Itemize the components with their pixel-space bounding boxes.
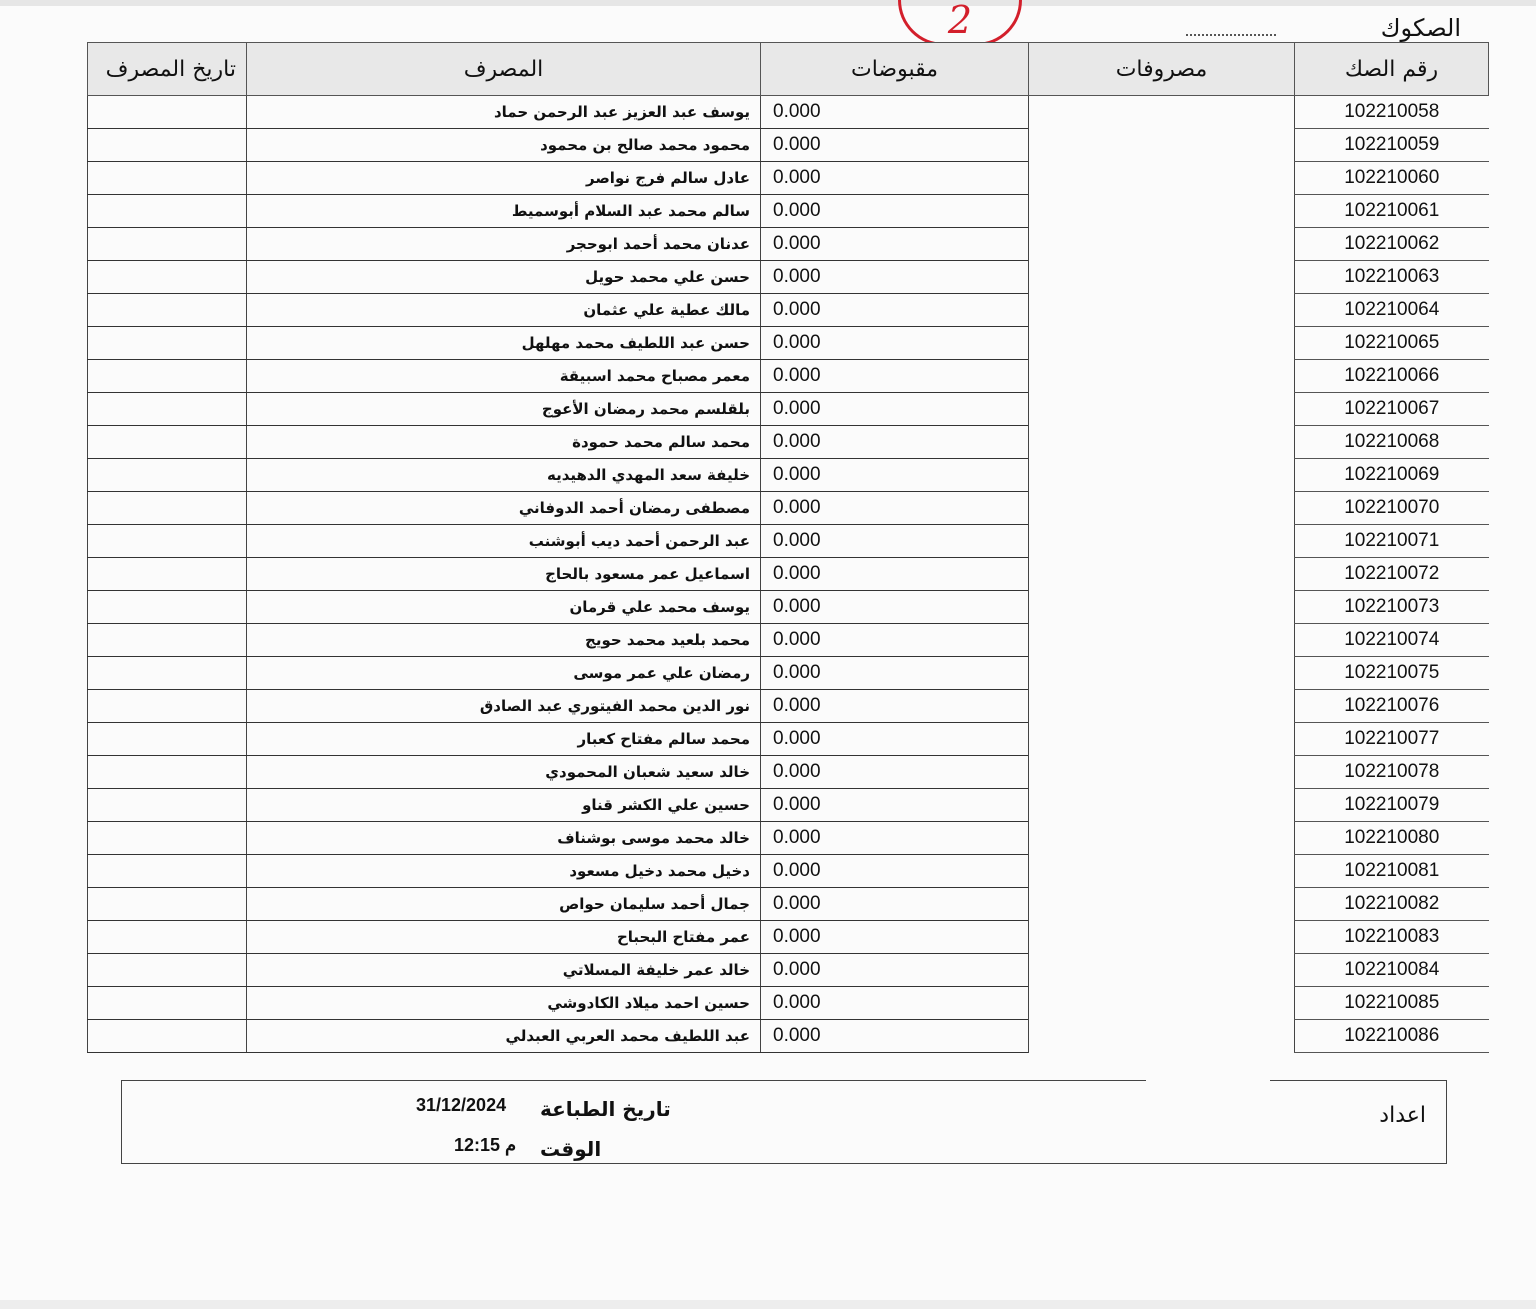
table-row [88,525,1489,558]
cheque-number-cell: 102210073 [1295,591,1489,624]
receipts-amount-cell: 0.000 [761,624,1029,657]
receipts-amount-cell: 0.000 [761,294,1029,327]
bank-name-cell: حسين احمد ميلاد الكادوشي [247,987,761,1020]
receipts-amount-cell: 0.000 [761,360,1029,393]
bank-name-cell: بلقلسم محمد رمضان الأعوج [247,393,761,426]
cheque-number-cell: 102210065 [1295,327,1489,360]
receipts-amount-cell: 0.000 [761,261,1029,294]
cheques-table [87,42,1489,1053]
bank-name-cell: خالد عمر خليفة المسلاتي [247,954,761,987]
expenses-cell [1029,558,1295,591]
bank-date-cell [88,492,247,525]
expenses-cell [1029,294,1295,327]
table-row [88,954,1489,987]
table-row [88,888,1489,921]
cheque-number-cell: 102210071 [1295,525,1489,558]
table-row [88,327,1489,360]
expenses-cell [1029,426,1295,459]
cheque-number-cell: 102210070 [1295,492,1489,525]
sheet-title: الصكوك [1375,14,1461,46]
receipts-amount-cell: 0.000 [761,525,1029,558]
expenses-cell [1029,261,1295,294]
time-label: الوقت [540,1137,602,1161]
cheque-number-cell: 102210085 [1295,987,1489,1020]
receipts-amount-cell: 0.000 [761,96,1029,129]
receipts-amount-cell: 0.000 [761,1020,1029,1053]
bank-name-cell: محمود محمد صالح بن محمود [247,129,761,162]
receipts-amount-cell: 0.000 [761,327,1029,360]
table-row [88,294,1489,327]
receipts-amount-cell: 0.000 [761,921,1029,954]
table-row [88,987,1489,1020]
cheque-number-cell: 102210061 [1295,195,1489,228]
receipts-amount-cell: 0.000 [761,492,1029,525]
cheque-number-cell: 102210062 [1295,228,1489,261]
bank-date-cell [88,360,247,393]
cheque-number-cell: 102210083 [1295,921,1489,954]
expenses-cell [1029,822,1295,855]
bank-date-cell [88,294,247,327]
print-date-value: 31/12/2024 [416,1095,507,1115]
scan-top-edge [0,0,1536,6]
handwritten-page-number: 2 [898,0,1022,46]
bank-name-cell: نور الدين محمد الفيتوري عبد الصادق [247,690,761,723]
table-row [88,657,1489,690]
bank-date-cell [88,723,247,756]
cheque-number-cell: 102210077 [1295,723,1489,756]
bank-name-cell: معمر مصباح محمد اسبيقة [247,360,761,393]
expenses-cell [1029,492,1295,525]
receipts-amount-cell: 0.000 [761,129,1029,162]
header-cheque-no: رقم الصك [1295,43,1489,96]
bank-date-cell [88,96,247,129]
bank-date-cell [88,129,247,162]
receipts-amount-cell: 0.000 [761,558,1029,591]
receipts-amount-cell: 0.000 [761,393,1029,426]
table-row [88,459,1489,492]
receipts-amount-cell: 0.000 [761,228,1029,261]
receipts-amount-cell: 0.000 [761,987,1029,1020]
expenses-cell [1029,96,1295,129]
bank-date-cell [88,195,247,228]
scan-bottom-edge [0,1300,1536,1309]
cheque-number-cell: 102210080 [1295,822,1489,855]
bank-name-cell: مالك عطية علي عثمان [247,294,761,327]
expenses-cell [1029,756,1295,789]
time-value: م 12:15 [454,1135,517,1155]
cheque-number-cell: 102210067 [1295,393,1489,426]
table-row [88,261,1489,294]
cheque-number-cell: 102210075 [1295,657,1489,690]
expenses-cell [1029,624,1295,657]
expenses-cell [1029,327,1295,360]
cheque-number-cell: 102210068 [1295,426,1489,459]
receipts-amount-cell: 0.000 [761,459,1029,492]
cheques-table-wrapper [88,42,1489,1062]
receipts-amount-cell: 0.000 [761,426,1029,459]
cheque-number-cell: 102210081 [1295,855,1489,888]
table-row [88,921,1489,954]
bank-name-cell: خالد سعيد شعبان المحمودي [247,756,761,789]
table-header-row [88,43,1489,96]
bank-name-cell: يوسف عبد العزيز عبد الرحمن حماد [247,96,761,129]
bank-date-cell [88,426,247,459]
cheque-number-cell: 102210063 [1295,261,1489,294]
expenses-cell [1029,459,1295,492]
bank-date-cell [88,228,247,261]
receipts-amount-cell: 0.000 [761,822,1029,855]
bank-date-cell [88,888,247,921]
bank-date-cell [88,855,247,888]
bank-date-cell [88,690,247,723]
bank-date-cell [88,459,247,492]
bank-date-cell [88,393,247,426]
expenses-cell [1029,195,1295,228]
header-expenses: مصروفات [1029,43,1295,96]
expenses-cell [1029,789,1295,822]
table-row [88,855,1489,888]
table-row [88,195,1489,228]
bank-date-cell [88,954,247,987]
expenses-cell [1029,360,1295,393]
bank-name-cell: محمد سالم مفتاح كعبار [247,723,761,756]
expenses-cell [1029,921,1295,954]
bank-date-cell [88,1020,247,1053]
prepared-by-label: اعداد [1379,1103,1426,1128]
expenses-cell [1029,888,1295,921]
cheque-number-cell: 102210069 [1295,459,1489,492]
cheque-number-cell: 102210074 [1295,624,1489,657]
expenses-cell [1029,591,1295,624]
cheque-number-cell: 102210086 [1295,1020,1489,1053]
table-row [88,591,1489,624]
expenses-cell [1029,690,1295,723]
cheque-number-cell: 102210058 [1295,96,1489,129]
bank-name-cell: محمد سالم محمد حمودة [247,426,761,459]
receipts-amount-cell: 0.000 [761,723,1029,756]
cheque-number-cell: 102210076 [1295,690,1489,723]
receipts-amount-cell: 0.000 [761,657,1029,690]
cheque-number-cell: 102210084 [1295,954,1489,987]
bank-date-cell [88,591,247,624]
bank-name-cell: حسين علي الكشر قناو [247,789,761,822]
bank-name-cell: دخيل محمد دخيل مسعود [247,855,761,888]
expenses-cell [1029,129,1295,162]
bank-date-cell [88,756,247,789]
expenses-cell [1029,987,1295,1020]
bank-name-cell: رمضان علي عمر موسى [247,657,761,690]
bank-date-cell [88,789,247,822]
bank-date-cell [88,162,247,195]
bank-name-cell: اسماعيل عمر مسعود بالحاج [247,558,761,591]
table-row [88,162,1489,195]
bank-date-cell [88,657,247,690]
table-row [88,624,1489,657]
header-bank: المصرف [247,43,761,96]
cheque-number-cell: 102210064 [1295,294,1489,327]
bank-name-cell: يوسف محمد علي قرمان [247,591,761,624]
table-row [88,822,1489,855]
table-row [88,129,1489,162]
table-row [88,789,1489,822]
bank-name-cell: عادل سالم فرج نواصر [247,162,761,195]
expenses-cell [1029,723,1295,756]
bank-name-cell: سالم محمد عبد السلام أبوسميط [247,195,761,228]
expenses-cell [1029,162,1295,195]
table-row [88,492,1489,525]
bank-date-cell [88,525,247,558]
bank-name-cell: خالد محمد موسى بوشناف [247,822,761,855]
receipts-amount-cell: 0.000 [761,195,1029,228]
expenses-cell [1029,657,1295,690]
cheque-number-cell: 102210082 [1295,888,1489,921]
receipts-amount-cell: 0.000 [761,591,1029,624]
bank-name-cell: عبد اللطيف محمد العربي العبدلي [247,1020,761,1053]
bank-date-cell [88,624,247,657]
bank-name-cell: مصطفى رمضان أحمد الدوفاني [247,492,761,525]
bank-date-cell [88,558,247,591]
receipts-amount-cell: 0.000 [761,954,1029,987]
bank-date-cell [88,921,247,954]
header-receipts: مقبوضات [761,43,1029,96]
bank-date-cell [88,327,247,360]
cheque-number-cell: 102210072 [1295,558,1489,591]
expenses-cell [1029,954,1295,987]
table-body [88,96,1489,1053]
bank-date-cell [88,987,247,1020]
header-bank-date: تاريخ المصرف [88,43,247,96]
receipts-amount-cell: 0.000 [761,888,1029,921]
table-row [88,558,1489,591]
dotted-mark [1186,34,1276,38]
bank-name-cell: عبد الرحمن أحمد ديب أبوشنب [247,525,761,558]
expenses-cell [1029,1020,1295,1053]
print-date-label: تاريخ الطباعة [540,1097,671,1121]
table-row [88,1020,1489,1053]
cheque-number-cell: 102210079 [1295,789,1489,822]
table-row [88,426,1489,459]
cheque-number-cell: 102210078 [1295,756,1489,789]
bank-name-cell: عدنان محمد أحمد ابوحجر [247,228,761,261]
table-row [88,96,1489,129]
bank-date-cell [88,822,247,855]
table-row [88,756,1489,789]
bank-name-cell: حسن عبد اللطيف محمد مهلهل [247,327,761,360]
receipts-amount-cell: 0.000 [761,756,1029,789]
receipts-amount-cell: 0.000 [761,789,1029,822]
expenses-cell [1029,855,1295,888]
expenses-cell [1029,393,1295,426]
receipts-amount-cell: 0.000 [761,690,1029,723]
bank-name-cell: محمد بلعيد محمد حويج [247,624,761,657]
receipts-amount-cell: 0.000 [761,855,1029,888]
bank-name-cell: حسن علي محمد حويل [247,261,761,294]
bank-name-cell: عمر مفتاح البحباح [247,921,761,954]
cheque-number-cell: 102210059 [1295,129,1489,162]
table-row [88,723,1489,756]
bank-date-cell [88,261,247,294]
bank-name-cell: خليفة سعد المهدي الدهيديه [247,459,761,492]
bank-name-cell: جمال أحمد سليمان حواص [247,888,761,921]
table-row [88,393,1489,426]
expenses-cell [1029,228,1295,261]
receipts-amount-cell: 0.000 [761,162,1029,195]
table-row [88,690,1489,723]
expenses-cell [1029,525,1295,558]
table-row [88,228,1489,261]
cheque-number-cell: 102210066 [1295,360,1489,393]
table-row [88,360,1489,393]
footer-box [121,1080,1447,1164]
cheque-number-cell: 102210060 [1295,162,1489,195]
